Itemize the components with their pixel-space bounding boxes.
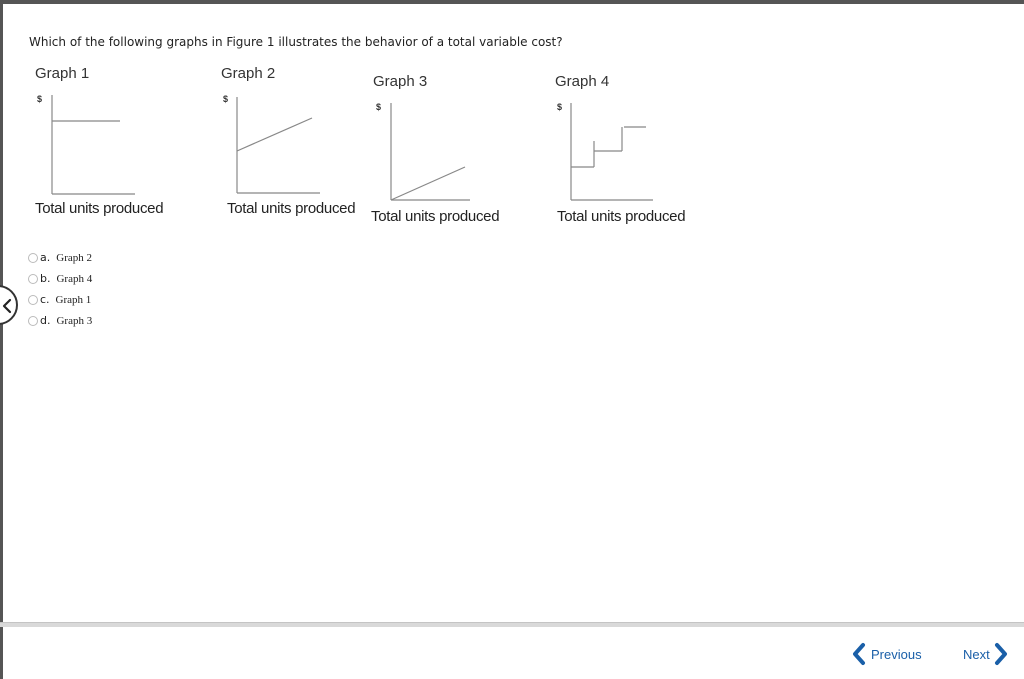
option-text: Graph 3 bbox=[56, 314, 93, 327]
next-button[interactable] bbox=[963, 642, 1009, 666]
option-letter: d. bbox=[40, 314, 51, 327]
option-c[interactable] bbox=[28, 289, 92, 310]
radio-button[interactable] bbox=[28, 295, 38, 305]
previous-label: Previous bbox=[871, 646, 922, 662]
answer-options bbox=[28, 247, 92, 331]
option-b[interactable] bbox=[28, 268, 92, 289]
footer-divider bbox=[0, 622, 1024, 627]
window-top-border bbox=[0, 0, 1024, 4]
graph-x-label: Total units produced bbox=[557, 208, 686, 225]
chevron-left-icon bbox=[851, 642, 867, 666]
graph-title: Graph 3 bbox=[373, 73, 428, 90]
graph-x-label: Total units produced bbox=[227, 200, 356, 217]
graph-y-symbol: $ bbox=[376, 102, 382, 112]
option-d[interactable] bbox=[28, 310, 92, 331]
chevron-right-icon bbox=[993, 642, 1009, 666]
chevron-left-icon bbox=[2, 298, 12, 314]
graph-1-plot bbox=[50, 95, 160, 205]
next-label: Next bbox=[963, 646, 990, 662]
graph-title: Graph 1 bbox=[35, 65, 90, 82]
graph-x-label: Total units produced bbox=[371, 208, 500, 225]
option-letter: c. bbox=[40, 293, 50, 306]
option-text: Graph 4 bbox=[56, 272, 93, 285]
option-text: Graph 2 bbox=[56, 251, 92, 264]
cost-line bbox=[237, 118, 312, 151]
question-text: Which of the following graphs in Figure 1 illustrates the behavior of a total variable cost? bbox=[29, 35, 563, 49]
previous-button[interactable] bbox=[851, 642, 922, 666]
graph-title: Graph 2 bbox=[221, 65, 276, 82]
graph-4-plot bbox=[569, 103, 679, 213]
radio-button[interactable] bbox=[28, 253, 38, 263]
graph-x-label: Total units produced bbox=[35, 200, 164, 217]
graph-y-symbol: $ bbox=[223, 94, 229, 104]
option-text: Graph 1 bbox=[55, 293, 92, 306]
graph-y-symbol: $ bbox=[37, 94, 43, 104]
option-a[interactable] bbox=[28, 247, 92, 268]
graph-2-plot bbox=[235, 97, 345, 207]
window-left-border bbox=[0, 0, 3, 679]
cost-line bbox=[391, 167, 465, 200]
graph-title: Graph 4 bbox=[555, 73, 610, 90]
option-letter: a. bbox=[40, 251, 51, 264]
graph-3-plot bbox=[389, 103, 499, 213]
option-letter: b. bbox=[40, 272, 51, 285]
radio-button[interactable] bbox=[28, 274, 38, 284]
radio-button[interactable] bbox=[28, 316, 38, 326]
side-panel-toggle-button[interactable] bbox=[0, 285, 18, 325]
graph-y-symbol: $ bbox=[557, 102, 563, 112]
